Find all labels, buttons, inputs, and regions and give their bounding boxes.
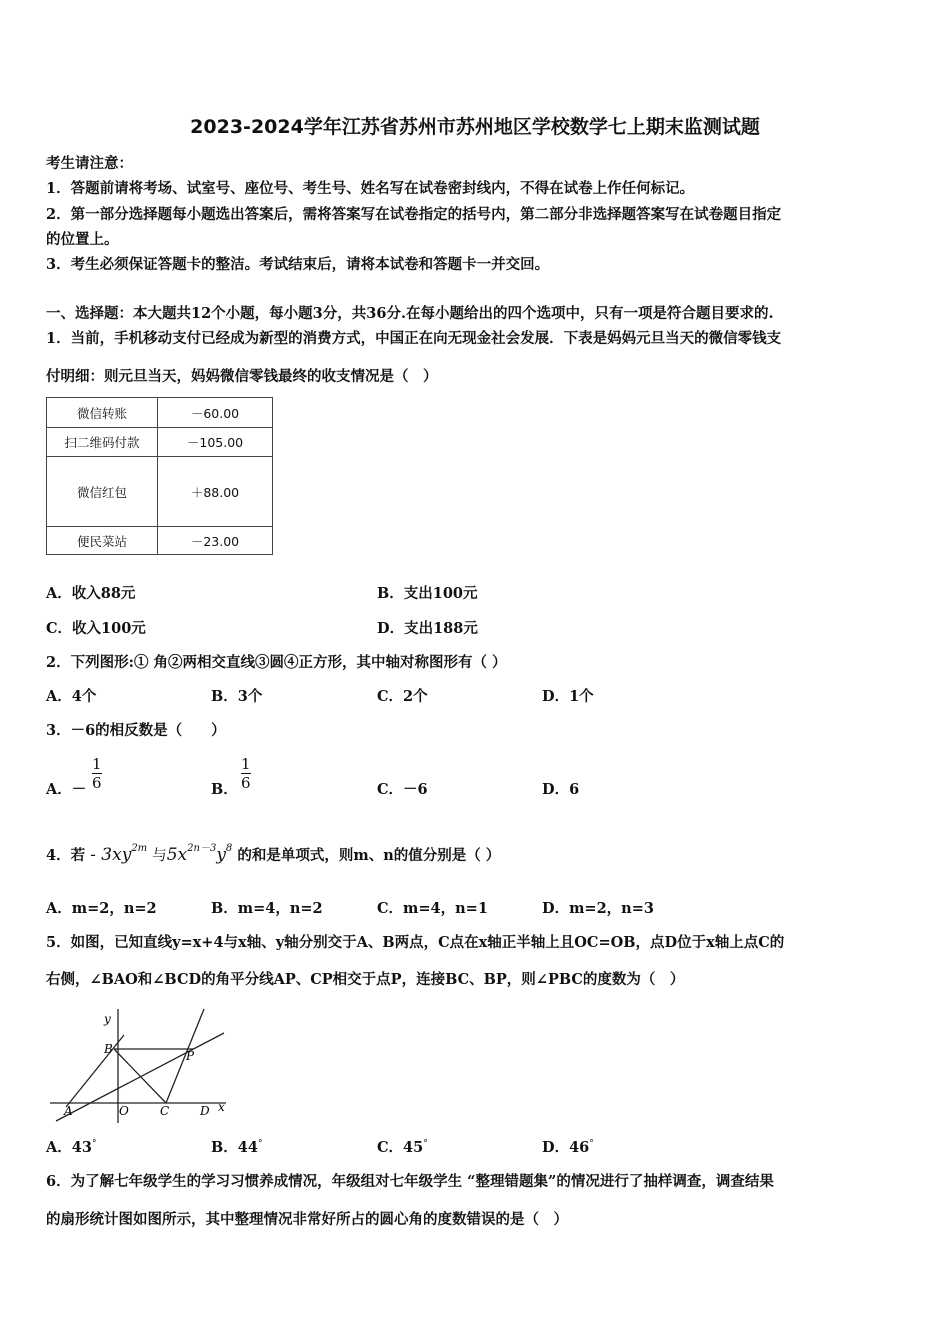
q4-mid: 与 — [152, 848, 167, 864]
q4-term2-exponent: 2n－3 — [187, 843, 217, 854]
q4-term1-exponent: 2m — [131, 843, 148, 854]
q3-option-b-label: B． — [211, 781, 238, 798]
q3-option-a-fraction — [92, 755, 102, 792]
q5-option-a — [46, 1136, 96, 1157]
table-cell-item: 扫二维码付款 — [47, 428, 158, 457]
q4-term2: 5x — [166, 845, 188, 865]
q4-stem — [46, 838, 500, 875]
page-title: 2023-2024学年江苏省苏州市苏州地区学校数学七上期末监测试题 — [190, 116, 760, 138]
notice-item: 的位置上。 — [46, 231, 119, 248]
line-bc — [114, 1049, 166, 1103]
q1-option-b: B．支出100元 — [377, 585, 478, 602]
q2-option-a: A．4个 — [46, 688, 97, 705]
q1-payment-table — [46, 397, 273, 555]
label-o: O — [119, 1104, 129, 1118]
degree-sign: ° — [257, 1139, 263, 1150]
q6-stem-line1: 6．为了解七年级学生的学习习惯养成情况，年级组对七年级学生 “整理错题集”的情况进行了抽样调查，调查结果 — [46, 1173, 774, 1190]
fraction-denominator: 6 — [241, 774, 251, 792]
q3-option-b-fraction — [241, 755, 251, 792]
q4-option-a: A．m=2，n=2 — [46, 900, 157, 917]
q2-stem: 2．下列图形:① 角②两相交直线③圆④正方形，其中轴对称图形有（ ） — [46, 654, 507, 671]
notice-heading: 考生请注意： — [46, 155, 133, 172]
q4-suffix: 的和是单项式，则m、n的值分别是（ ） — [237, 847, 501, 864]
q1-stem-line2: 付明细：则元旦当天，妈妈微信零钱最终的收支情况是（ ） — [46, 368, 438, 385]
q4-prefix: 4．若 — [46, 847, 86, 864]
q5-option-d — [542, 1136, 594, 1157]
table-cell-amount: －105.00 — [158, 428, 273, 457]
degree-sign: ° — [91, 1139, 97, 1150]
q3-option-d: D．6 — [542, 781, 580, 798]
q2-option-d: D．1个 — [542, 688, 594, 705]
label-a: A — [64, 1104, 73, 1118]
table-cell-amount: －23.00 — [158, 527, 273, 555]
table-cell-item: 微信转账 — [47, 398, 158, 428]
label-y: y — [104, 1012, 111, 1026]
notice-item: 1．答题前请将考场、试室号、座位号、考生号、姓名写在试卷密封线内，不得在试卷上作任何标记。 — [46, 180, 695, 197]
q5-geometry-figure — [46, 1005, 236, 1130]
q1-option-c: C．收入100元 — [46, 620, 146, 637]
table-cell-item: 便民菜站 — [47, 527, 158, 555]
q1-option-a: A．收入88元 — [46, 585, 136, 602]
q5-stem-line2: 右侧，∠BAO和∠BCD的角平分线AP、CP相交于点P，连接BC、BP，则∠PBC的度数为（ ） — [46, 971, 685, 988]
q1-stem-line1: 1．当前，手机移动支付已经成为新型的消费方式，中国正在向无现金社会发展．下表是妈妈元旦当天的微信零钱支 — [46, 330, 782, 347]
option-text: A．43 — [46, 1139, 92, 1156]
label-d: D — [200, 1104, 210, 1118]
fraction-denominator: 6 — [92, 774, 102, 792]
q5-option-c — [377, 1136, 428, 1157]
q4-option-d: D．m=2，n=3 — [542, 900, 654, 917]
line-ap — [56, 1033, 224, 1121]
notice-item: 3．考生必须保证答题卡的整洁。考试结束后，请将本试卷和答题卡一并交回。 — [46, 256, 550, 273]
q1-option-d: D．支出188元 — [377, 620, 478, 637]
q3-stem: 3．－6的相反数是（ ） — [46, 722, 226, 739]
q4-option-b: B．m=4，n=2 — [211, 900, 323, 917]
q3-option-c: C．－6 — [377, 781, 428, 798]
option-text: B．44 — [211, 1139, 258, 1156]
q4-term1: - 3xy — [90, 845, 132, 865]
notice-item: 2．第一部分选择题每小题选出答案后，需将答案写在试卷指定的括号内，第二部分非选择题答案写在试卷题目指定 — [46, 206, 782, 223]
section-heading: 一、选择题：本大题共12个小题，每小题3分，共36分.在每小题给出的四个选项中，只有一项是符合题目要求的. — [46, 305, 774, 322]
q5-option-b — [211, 1136, 262, 1157]
q4-option-c: C．m=4，n=1 — [377, 900, 488, 917]
label-b: B — [104, 1042, 113, 1056]
degree-sign: ° — [589, 1139, 594, 1150]
q4-term2-y-exponent: 8 — [225, 843, 233, 854]
q4-term2-y: y — [216, 845, 226, 865]
line-ab — [66, 1035, 124, 1107]
label-x: x — [218, 1100, 225, 1114]
table-cell-amount: －60.00 — [158, 398, 273, 428]
label-c: C — [160, 1104, 170, 1118]
option-text: C．45 — [377, 1139, 424, 1156]
q5-stem-line1: 5．如图，已知直线y=x+4与x轴、y轴分别交于A、B两点，C点在x轴正半轴上且OC=OB，点D位于x轴上点C的 — [46, 934, 785, 951]
label-p: P — [186, 1049, 195, 1063]
q2-option-b: B．3个 — [211, 688, 263, 705]
fraction-numerator: 1 — [92, 755, 102, 773]
degree-sign: ° — [423, 1139, 428, 1150]
q6-stem-line2: 的扇形统计图如图所示，其中整理情况非常好所占的圆心角的度数错误的是（ ） — [46, 1211, 568, 1228]
q3-option-a-label: A．－ — [46, 781, 87, 798]
line-cp — [166, 1009, 204, 1103]
fraction-numerator: 1 — [241, 755, 251, 773]
option-text: D．46 — [542, 1139, 590, 1156]
table-cell-item: 微信红包 — [47, 457, 158, 527]
table-cell-amount: ＋88.00 — [158, 457, 273, 527]
q2-option-c: C．2个 — [377, 688, 428, 705]
